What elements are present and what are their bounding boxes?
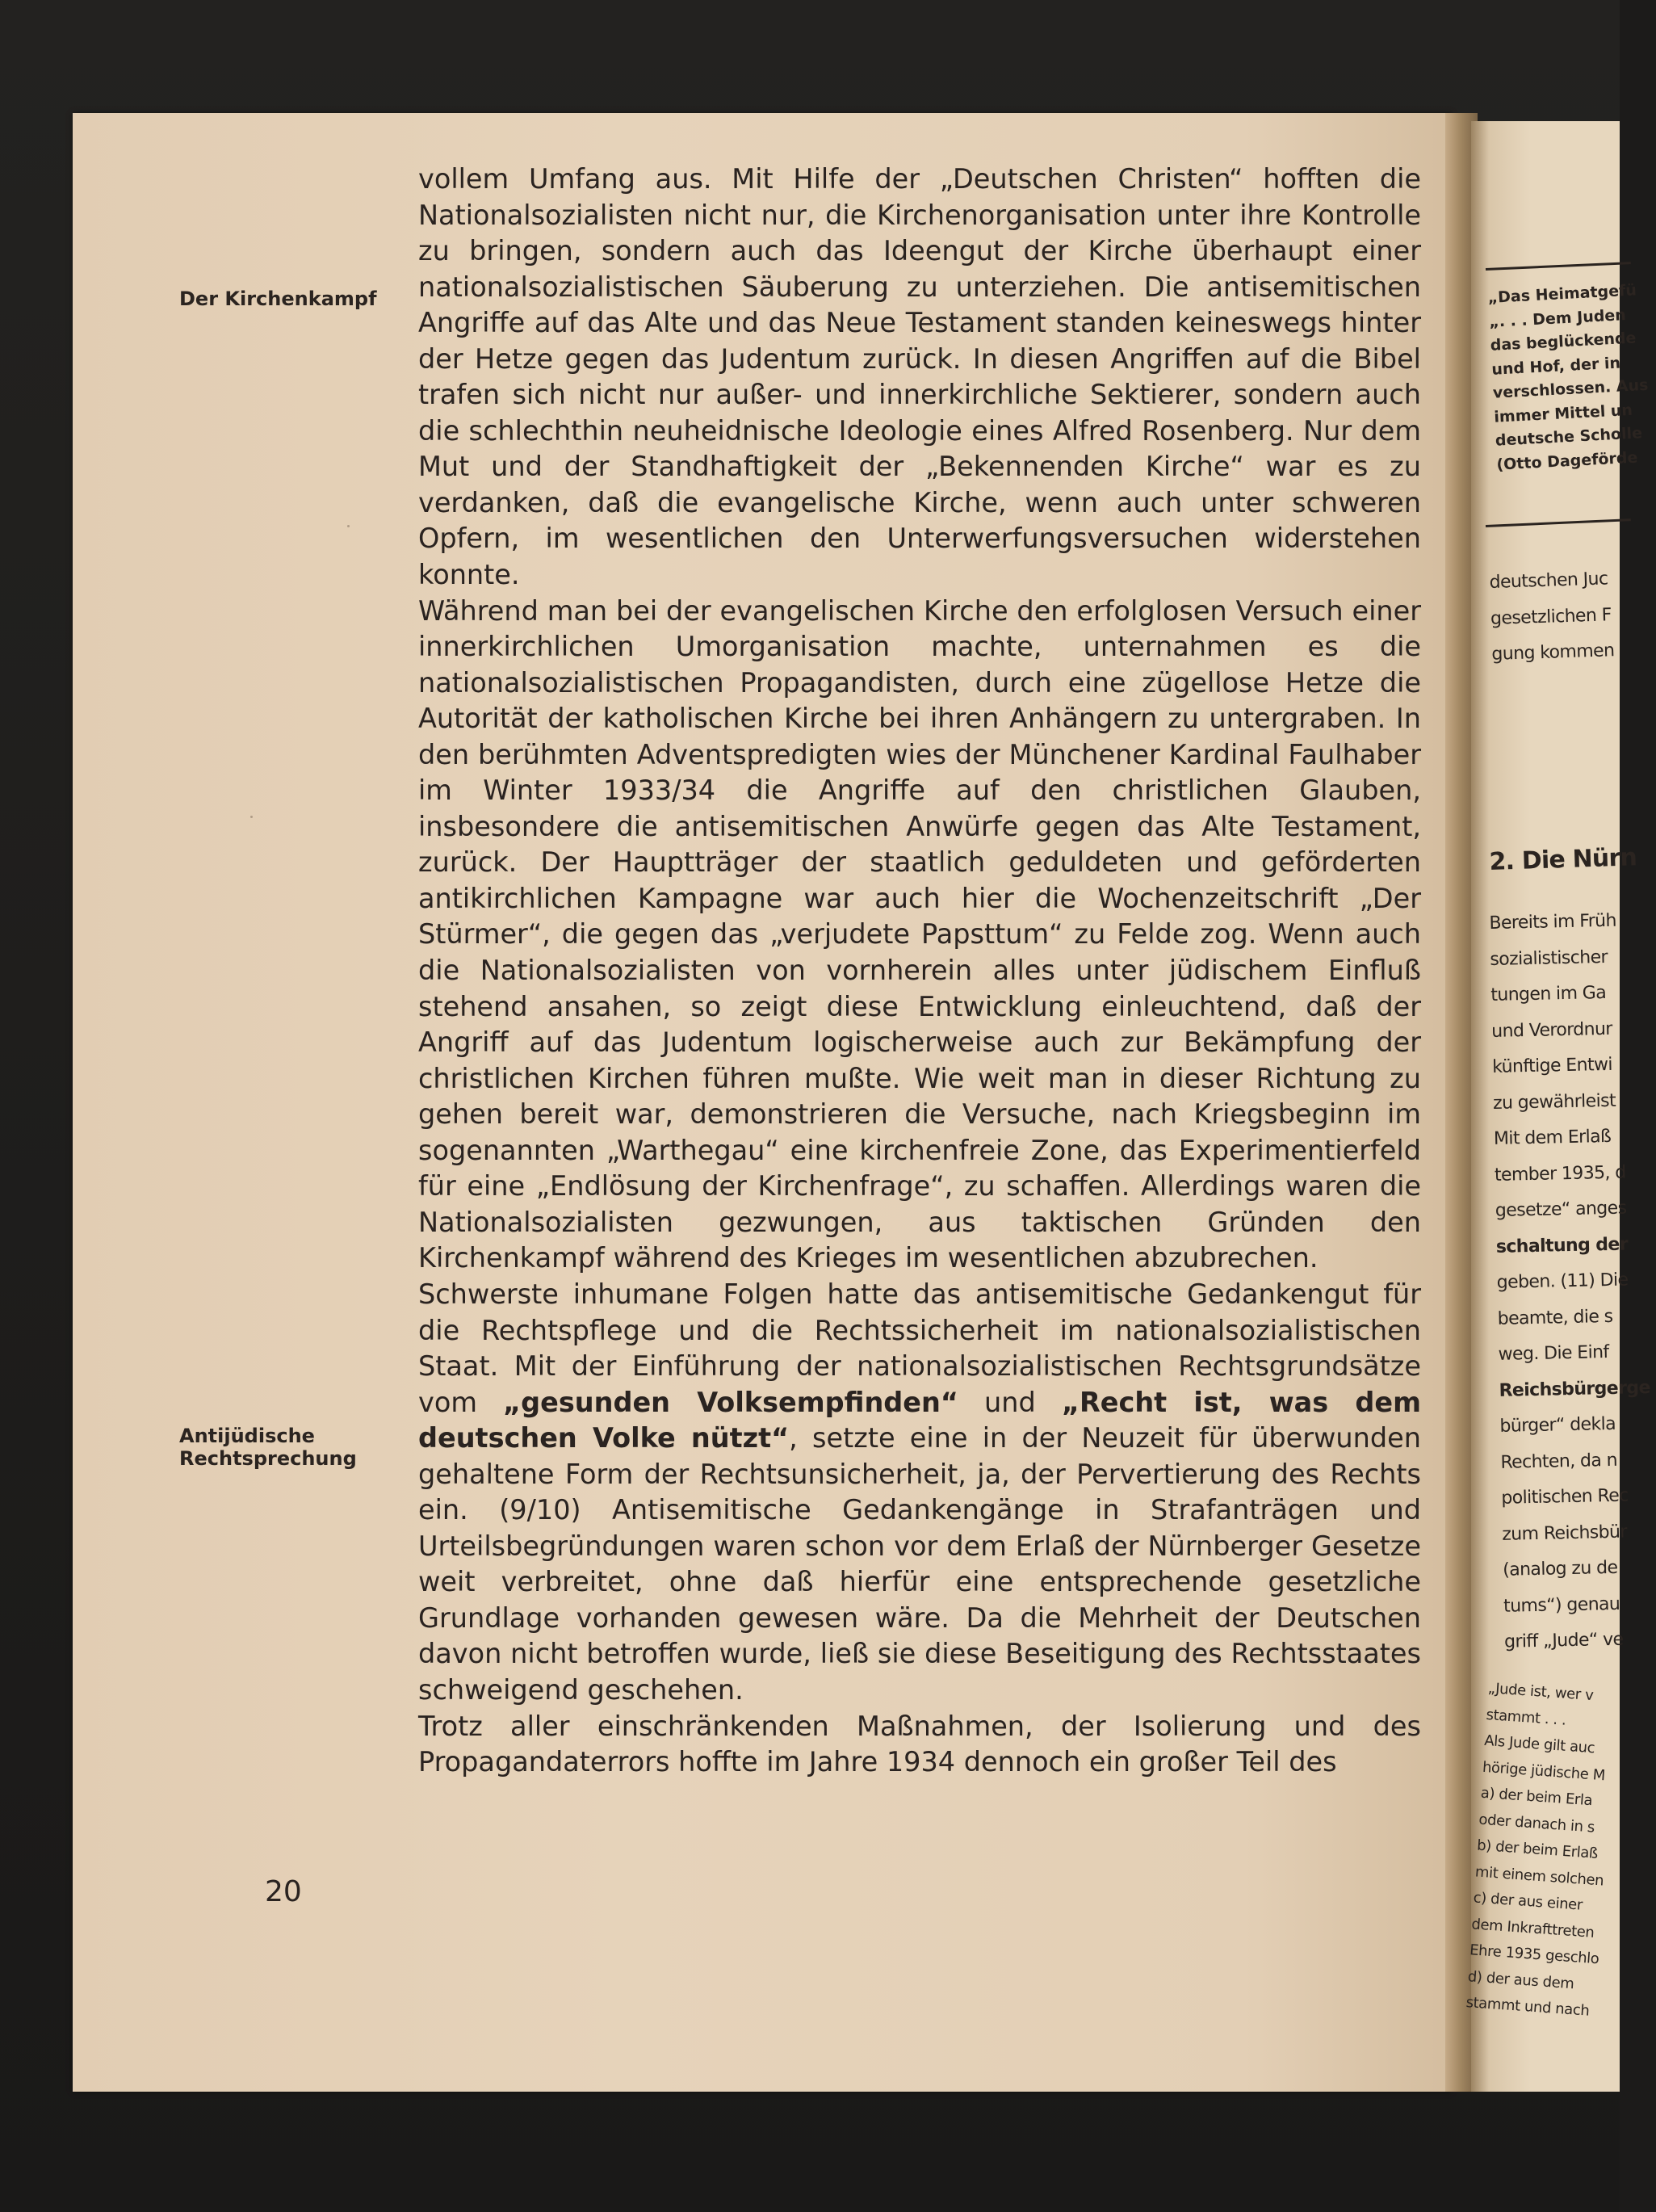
paragraph-trotz-aller: Trotz aller einschränkenden Maßnahmen, der Isolierung und des Propagandaterrors hoffte im Jahre 1934 dennoch ein großer Teil des — [418, 1710, 1421, 1778]
body-text — [418, 162, 1421, 1781]
right-main-line: Mit dem Erlaß — [1493, 1126, 1612, 1149]
right-main-line: gesetze“ anges — [1495, 1198, 1627, 1221]
right-main-line: zum Reichsbür — [1502, 1522, 1628, 1545]
paragraph-church-struggle-catholic: Während man bei der evangelischen Kirche den erfolglosen Versuch einer innerkirchlichen Umorganisation machte, unternahmen es die nationalsozialistischen Propagandisten, durch eine zügellose Hetze die Autorität der katholischen Kirche bei ihren Anhängern zu untergraben. In den berühmten Adventspredigten wies der Münchener Kardinal Faulhaber im Winter 1933/34 die Angriffe auf den christlichen Glauben, insbesondere die antisemitischen Anwürfe gegen das Alte Testament, zurück. Der Hauptträger der staatlich geduldeten und geförderten antikirchlichen Kampagne war auch hier die Wochenzeitschrift „Der Stürmer“, die gegen das „verjudete Papsttum“ zu Felde zog. Wenn auch die Nationalsozialisten von vornherein alles unter jüdischem Einfluß stehend ansahen, so zeigt diese Entwicklung einleuchtend, daß der Angriff auf das Judentum logischerweise auch zur Bekämpfung der christlichen Kirchen führen mußte. Wie weit man in dieser Richtung zu gehen bereit war, demonstrieren die Versuche, nach Kriegsbeginn im sogenannten „Warthegau“ eine kirchenfreie Zone, das Experimentierfeld für eine „Endlösung der Kirchenfrage“, zu schaffen. Allerdings waren die Nationalsozialisten gezwungen, aus taktischen Gründen den Kirchenkampf während des Krieges im wesentlichen abzubrechen. — [418, 594, 1421, 1274]
right-main-line: schaltung der — [1495, 1233, 1629, 1257]
bold-phrase-recht-ist: „Recht ist, was dem deutschen Volke nützt“ — [418, 1386, 1421, 1454]
right-main-line: Reichsbürgerge — [1499, 1377, 1651, 1401]
paragraph-text-segment: , setzte eine in der Neuzeit für überwunden gehaltene Form der Rechtsunsicherheit, ja, der Pervertierung des Rechts ein. (9/10) Antisemitische Gedankengänge in Strafanträgen und Urteilsbegründungen waren schon vor dem Erlaß der Nürnberger Gesetze weit verbreitet, ohne daß hierfür eine entsprechende gesetzliche Grundlage vorhanden gewesen wäre. Da die Mehrheit der Deutschen davon nicht betroffen wurde, ließ sie diese Beseitigung des Rechtsstaates schweigend geschehen. — [418, 1422, 1421, 1706]
right-main-line: Bereits im Früh — [1489, 910, 1617, 934]
right-page-quote-box — [1487, 279, 1649, 477]
paper-speck — [250, 816, 253, 818]
paragraph-church-struggle-protestant: vollem Umfang aus. Mit Hilfe der „Deutschen Christen“ hofften die Nationalsozialisten nicht nur, die Kirchenorganisation unter ihre Kontrolle zu bringen, sondern auch das Ideengut der Kirche überhaupt einer nationalsozialistischen Säuberung zu unterziehen. Die antisemitischen Angriffe auf das Alte und das Neue Testament standen keineswegs hinter der Hetze gegen das Judentum zurück. In diesen Angriffen auf die Bibel trafen sich nicht nur außer- und innerkirchliche Sektierer, sondern auch die schlechthin neuheidnische Ideologie eines Alfred Rosenberg. Nur dem Mut und der Standhaftigkeit der „Bekennenden Kirche“ war es zu verdanken, daß die evangelische Kirche, wenn auch unter schweren Opfern, im wesentlichen den Unterwerfungsversuchen widerstehen konnte. — [418, 163, 1421, 591]
margin-heading-rechtsprechung — [179, 1425, 357, 1470]
quote-line: „Das Heimatgefü — [1487, 281, 1637, 307]
quote-line: (Otto Dageförde — [1495, 448, 1638, 474]
right-main-line: politischen Rec — [1501, 1485, 1629, 1509]
quote-line: und Hof, der in — [1490, 354, 1621, 379]
right-main-line: (analog zu de — [1502, 1557, 1618, 1580]
right-main-line: beamte, die s — [1497, 1306, 1613, 1329]
definition-line: „Jude ist, wer v — [1487, 1679, 1595, 1705]
quote-line: immer Mittel un — [1493, 401, 1633, 426]
right-main-line: bürger“ dekla — [1499, 1413, 1616, 1437]
definition-line: dem Inkrafttreten — [1470, 1915, 1595, 1941]
definition-line: d) der aus dem — [1467, 1967, 1575, 1992]
right-main-line: griff „Jude“ ve — [1503, 1629, 1624, 1652]
quote-line: „. . . Dem Juden — [1488, 305, 1627, 331]
right-page-definition-lines — [1465, 1676, 1626, 2025]
page-number: 20 — [265, 1875, 302, 1908]
definition-line: Ehre 1935 geschlo — [1469, 1941, 1600, 1968]
quote-line: deutsche Scholle — [1495, 424, 1643, 450]
right-main-line: tungen im Ga — [1490, 982, 1607, 1005]
right-body-line: gesetzlichen F — [1490, 604, 1612, 629]
definition-line: hörige jüdische M — [1482, 1758, 1606, 1784]
right-main-line: Rechten, da n — [1500, 1450, 1618, 1473]
definition-line: mit einem solchen — [1474, 1862, 1604, 1890]
paragraph-text-segment: Schwerste inhumane Folgen hatte das antisemitische Gedankengut für die Rechtspflege und die Rechtssicherheit im nationalsozialistischen Staat. Mit der Einführung der nationalsozialistischen Rechtsgrundsätze vom — [418, 1278, 1421, 1418]
right-body-line: gung kommen — [1491, 640, 1615, 665]
margin-heading-kirchenkampf: Der Kirchenkampf — [179, 288, 377, 310]
margin-heading-line: Rechtsprechung — [179, 1447, 357, 1470]
paragraph-text-segment: und — [958, 1386, 1062, 1418]
right-main-line: tember 1935, d — [1494, 1162, 1626, 1186]
right-main-line: tums“) genau — [1503, 1593, 1620, 1617]
right-main-line: sozialistischer — [1490, 947, 1608, 970]
definition-line: Als Jude gilt auc — [1483, 1731, 1595, 1757]
right-page — [1465, 121, 1651, 2092]
right-main-line: künftige Entwi — [1491, 1054, 1613, 1077]
quote-line: das beglückende — [1490, 329, 1637, 355]
right-main-line: geben. (11) Die — [1496, 1270, 1629, 1293]
definition-line: stammt und nach — [1465, 1994, 1591, 2020]
right-main-line: zu gewährleist — [1492, 1090, 1616, 1114]
definition-line: a) der beim Erla — [1480, 1784, 1593, 1810]
right-body-line: deutschen Juc — [1489, 569, 1608, 593]
definition-line: stammt . . . — [1485, 1706, 1567, 1729]
definition-line: oder danach in s — [1478, 1811, 1595, 1836]
right-page-body-lines — [1489, 561, 1629, 674]
right-page-main-lines — [1489, 903, 1651, 1660]
right-main-line: weg. Die Einf — [1498, 1342, 1609, 1365]
bold-phrase-volksempfinden: „gesunden Volksempfinden“ — [503, 1386, 958, 1418]
paper-speck — [347, 525, 350, 527]
paragraph-antijewish-jurisdiction — [418, 1277, 1421, 1709]
definition-line: c) der aus einer — [1473, 1889, 1583, 1914]
margin-heading-line: Antijüdische — [179, 1425, 315, 1447]
definition-line: b) der beim Erlaß — [1476, 1836, 1599, 1862]
right-main-line: und Verordnur — [1490, 1018, 1612, 1042]
quote-top-rule — [1486, 262, 1631, 271]
quote-bottom-rule — [1486, 518, 1631, 527]
right-page-section-heading: 2. Die Nürn — [1489, 843, 1637, 876]
quote-line: verschlossen. Aus — [1492, 376, 1649, 402]
